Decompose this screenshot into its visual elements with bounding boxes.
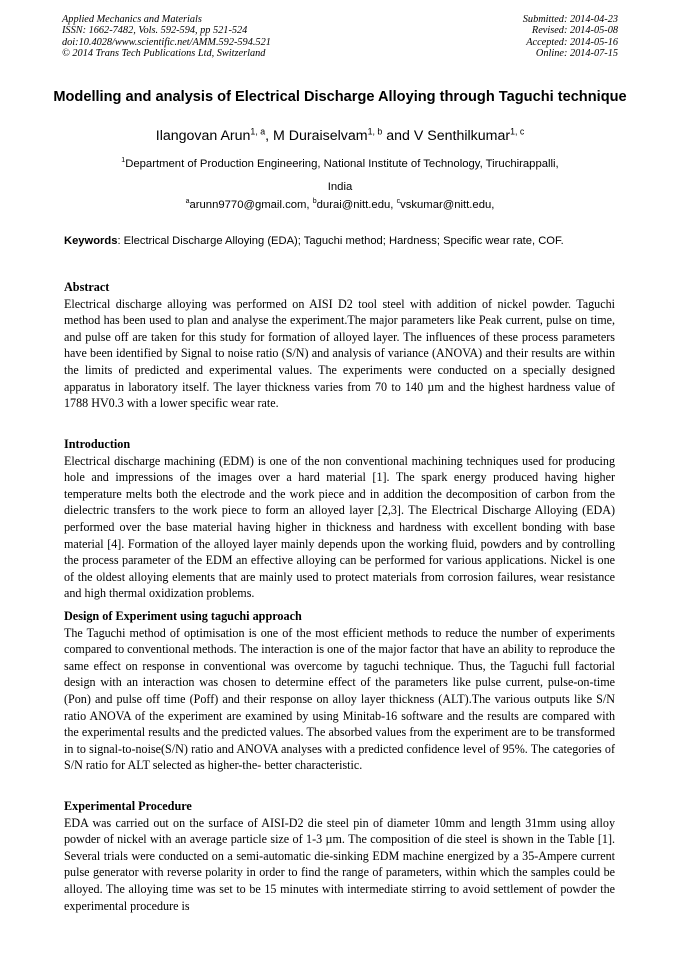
revised-date: Revised: 2014-05-08 [531, 25, 618, 37]
paper-title: Modelling and analysis of Electrical Discharge Alloying through Taguchi technique [53, 89, 627, 105]
email-mark: b [312, 198, 317, 206]
email-mark: c [396, 198, 401, 206]
abstract-section [64, 279, 615, 412]
introduction-text: Electrical discharge machining (EDM) is one of the non conventional machining techniques used for producing hole and impressions of the images over a hard material [1]. The spark energy produced having higher temperature melts both the electrode and the work piece and in addition the decomposition of carbon from the dielectric transfers to the work piece to form an alloyed layer [2,3]. The Electrical Discharge Alloying (EDA) performed over the base material having higher in thickness and hardness with excellent bonding with base material [4]. Formation of the alloyed layer mainly depends upon the working fluid, powders and by controlling the process parameter of the EDM an effective alloying can be performed for various applications. Nickel is one of the oldest alloying elements that are mainly used to protect materials from corrosion failures, wear resistance and high thermal oxidization problems. [64, 453, 615, 601]
author-name: V Senthilkumar [413, 128, 511, 144]
author-affil-mark: 1, b [367, 126, 383, 137]
email-link[interactable]: arunn9770@gmail.com, [189, 199, 313, 211]
publication-info [62, 14, 271, 60]
accepted-date: Accepted: 2014-05-16 [526, 36, 618, 48]
affiliation-country: India [327, 181, 353, 193]
author-name: M Duraiselvam [273, 128, 368, 144]
email-link[interactable]: durai@nitt.edu, [316, 199, 397, 211]
design-text: The Taguchi method of optimisation is one of the most efficient methods to reduce the number of experiments compared to conventional methods. The interaction is one of the major factor that have an ability to reproduce the same effect on response in conventional was overcome by taguchi technique. Thus, the Taguchi full factorial design with an interaction was chosen to determine effect of the parameters like pulse current, pulse-on-time (Pon) and pulse off time (Poff) and their response on alloy layer thickness (ALT).The various outputs like S/N ratio ANOVA of the experiment are examined by using Minitab-16 software and the results are compared with the experimental results and the predicted values. The absorbed values from the experiment are to be transformed in to signal-to-noise(S/N) ratio and ANOVA analyses with a predicted confidence level of 95%. The categories of S/N ratio for ALT selected as higher-the- better characteristic. [64, 625, 615, 773]
email-mark: a [185, 198, 190, 206]
author-affil-mark: 1, a [250, 126, 266, 137]
author-separator: and [382, 128, 414, 144]
issn-line: ISSN: 1662-7482, Vols. 592-594, pp 521-524 [62, 25, 248, 37]
author-name: Ilangovan Arun [155, 128, 251, 144]
abstract-text: Electrical discharge alloying was performed on AISI D2 tool steel with addition of nickel powder. Taguchi method has been used to plan and analyse the experiment.The major parameters like Peak current, pulse on time, and pulse off are taken for this study for formation of alloyed layer. The influences of these process parameters have been identified by Signal to noise ratio (S/N) and analysis of variance (ANOVA) and their results are within the limits of predicted and experimental values. The experiments were conducted on a specially designed apparatus in laboratory itself. The layer thickness varies from 70 to 140 µm and the highest hardness value of 1788 HV0.3 with a lower specific wear rate. [64, 296, 615, 411]
experimental-heading: Experimental Procedure [64, 799, 192, 813]
affiliation [52, 153, 628, 199]
affiliation-line [52, 153, 628, 176]
keywords-text: : Electrical Discharge Alloying (EDA); Taguchi method; Hardness; Specific wear rate, COF. [117, 235, 564, 247]
journal-header [62, 14, 618, 60]
author-separator: , [265, 128, 273, 144]
keywords [64, 234, 615, 250]
keywords-label: Keywords [64, 235, 118, 247]
copyright-line: © 2014 Trans Tech Publications Ltd, Switzerland [62, 48, 266, 60]
introduction-heading: Introduction [64, 437, 131, 451]
submitted-date: Submitted: 2014-04-23 [522, 14, 618, 25]
email-link[interactable]: vskumar@nitt.edu, [400, 199, 495, 211]
author-affil-mark: 1, c [510, 126, 525, 137]
affiliation-mark: 1 [121, 157, 126, 165]
abstract-heading: Abstract [64, 280, 110, 294]
introduction-section [64, 436, 615, 602]
journal-name: Applied Mechanics and Materials [62, 14, 202, 25]
experimental-procedure-section [64, 798, 615, 914]
submission-dates [523, 14, 618, 60]
online-date: Online: 2014-07-15 [535, 48, 618, 60]
doi-line: doi:10.4028/www.scientific.net/AMM.592-594.521 [62, 36, 271, 48]
design-of-experiment-section [64, 608, 615, 774]
experimental-text: EDA was carried out on the surface of AISI-D2 die steel pin of diameter 10mm and length 31mm using alloy powder of nickel with an average particle size of 1-3 µm. The composition of die steel is shown in the Table [1]. Several trials were conducted on a semi-automatic die-sinking EDM machine energized by a 35-Ampere current pulse generator with reverse polarity in order to find the range of parameters, within which the samples could be alloyed. The alloying time was set to be 15 minutes with intermediate stirring to avoid settlement of powder the experimental procedure is [64, 815, 615, 913]
affiliation-text: Department of Production Engineering, National Institute of Technology, Tiruchirappalli, [125, 158, 559, 170]
author-list [52, 127, 628, 145]
design-heading: Design of Experiment using taguchi approach [64, 609, 302, 623]
author-emails [52, 197, 628, 213]
